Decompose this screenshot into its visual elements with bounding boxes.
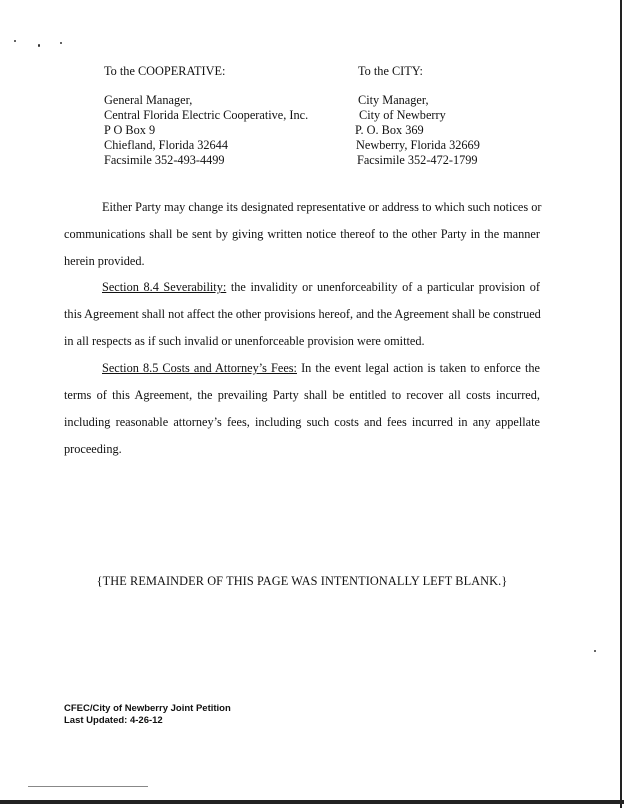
paragraph-line: herein provided. bbox=[64, 254, 145, 268]
section-8-4-severability bbox=[64, 280, 540, 361]
scan-border-bottom bbox=[0, 800, 624, 804]
cooperative-address-line: Central Florida Electric Cooperative, Inc. bbox=[104, 108, 309, 122]
paragraph-line: including reasonable attorney’s fees, including such costs and fees incurred in any appellate bbox=[64, 415, 540, 429]
footer-date: Last Updated: 4-26-12 bbox=[64, 715, 163, 726]
paragraph-line: in all respects as if such invalid or unenforceable provision were omitted. bbox=[64, 334, 425, 348]
scan-speck bbox=[38, 44, 40, 47]
city-address-line: Newberry, Florida 32669 bbox=[356, 138, 480, 152]
paragraph-line bbox=[64, 361, 540, 388]
cooperative-heading: To the COOPERATIVE: bbox=[104, 64, 226, 78]
scan-speck bbox=[60, 42, 62, 44]
intentionally-blank-notice: {THE REMAINDER OF THIS PAGE WAS INTENTIONALLY LEFT BLANK.} bbox=[96, 574, 508, 588]
cooperative-address-line: Chiefland, Florida 32644 bbox=[104, 138, 228, 152]
city-address-line: Facsimile 352-472-1799 bbox=[357, 153, 478, 167]
city-address-line: P. O. Box 369 bbox=[355, 123, 424, 137]
scan-border-right bbox=[620, 0, 622, 808]
paragraph-line: proceeding. bbox=[64, 442, 122, 456]
paragraph-line bbox=[64, 280, 540, 307]
cooperative-address-line: General Manager, bbox=[104, 93, 193, 107]
scan-speck bbox=[594, 650, 596, 652]
city-address-line: City of Newberry bbox=[359, 108, 446, 122]
cooperative-address-block bbox=[104, 64, 308, 168]
section-8-5-heading: Section 8.5 Costs and Attorney’s Fees: bbox=[102, 361, 297, 375]
paragraph-line: communications shall be sent by giving written notice thereof to the other Party in the manner bbox=[64, 227, 540, 241]
document-footer bbox=[64, 703, 231, 727]
section-8-5-text: In the event legal action is taken to enforce the bbox=[301, 361, 540, 375]
paragraph-line: terms of this Agreement, the prevailing Party shall be entitled to recover all costs incurred, bbox=[64, 388, 540, 402]
section-8-4-heading: Section 8.4 Severability: bbox=[102, 280, 227, 294]
city-address-block bbox=[355, 64, 480, 168]
section-8-5-costs-fees bbox=[64, 361, 540, 469]
cooperative-address-line: P O Box 9 bbox=[104, 123, 156, 137]
city-heading: To the CITY: bbox=[358, 64, 423, 78]
footer-title: CFEC/City of Newberry Joint Petition bbox=[64, 703, 231, 714]
city-address-line: City Manager, bbox=[358, 93, 429, 107]
footer-rule bbox=[28, 786, 148, 787]
paragraph-change-representative bbox=[64, 200, 540, 281]
section-8-4-text: the invalidity or unenforceability of a particular provision of bbox=[230, 280, 540, 294]
paragraph-line: Either Party may change its designated representative or address to which such notices or bbox=[102, 200, 542, 214]
paragraph-line: this Agreement shall not affect the other provisions hereof, and the Agreement shall be construed bbox=[64, 307, 541, 321]
scan-speck bbox=[14, 40, 16, 42]
cooperative-address-line: Facsimile 352-493-4499 bbox=[104, 153, 225, 167]
